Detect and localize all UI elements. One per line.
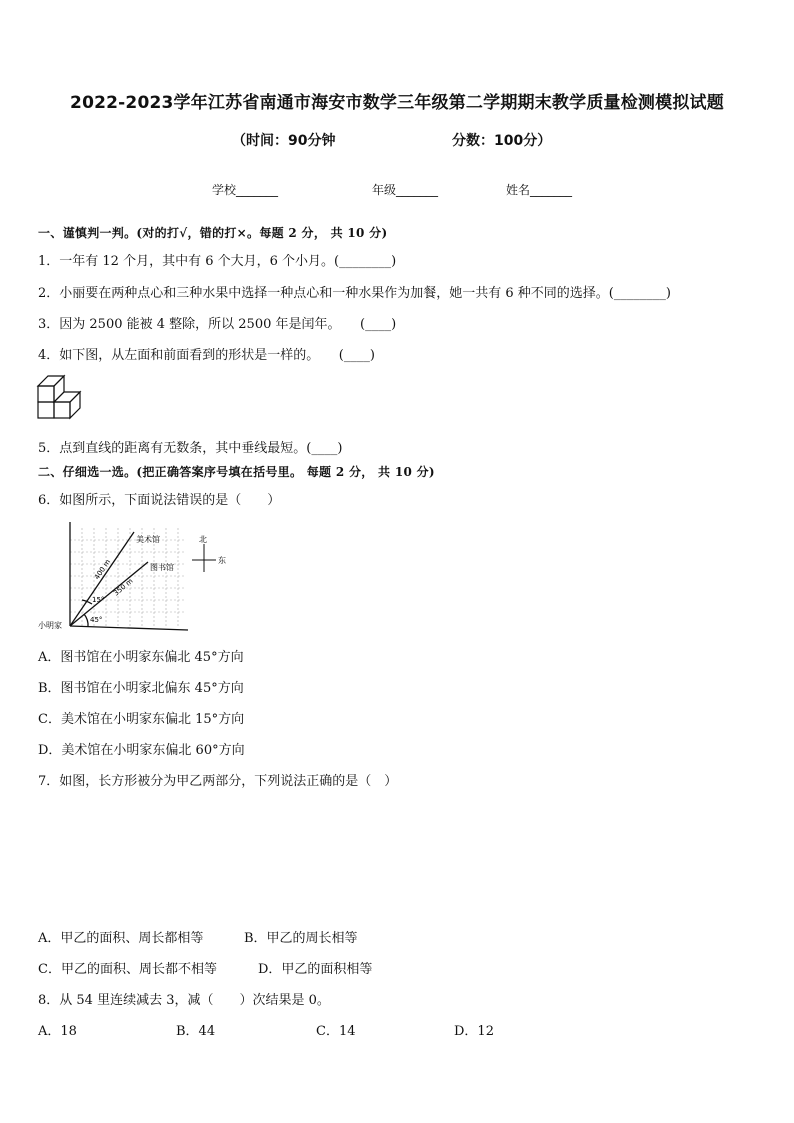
question-1: 1．一年有 12 个月，其中有 6 个大月，6 个小月。(________) bbox=[38, 254, 397, 269]
art-museum-label: 美术馆 bbox=[136, 535, 160, 544]
home-label: 小明家 bbox=[38, 621, 62, 630]
q7-option-c[interactable]: C．甲乙的面积、周长都不相等 bbox=[38, 962, 217, 977]
question-2: 2．小丽要在两种点心和三种水果中选择一种点心和一种水果作为加餐，她一共有 6 种不同的选择。(________) bbox=[38, 286, 671, 301]
q7-option-a[interactable]: A．甲乙的面积、周长都相等 bbox=[38, 931, 204, 946]
library-distance-label: 350 m bbox=[112, 577, 135, 598]
east-label: 东 bbox=[218, 556, 226, 565]
section1-heading: 一、谨慎判一判。(对的打√，错的打×。每题 2 分， 共 10 分) bbox=[38, 226, 388, 240]
north-label: 北 bbox=[199, 535, 207, 544]
q8-option-d[interactable]: D．12 bbox=[454, 1024, 494, 1039]
q8-option-c[interactable]: C．14 bbox=[316, 1024, 356, 1039]
question-4: 4．如下图，从左面和前面看到的形状是一样的。 (____) bbox=[38, 348, 375, 363]
school-field: 学校_______ bbox=[212, 183, 279, 197]
direction-grid-figure bbox=[36, 516, 246, 640]
art-distance-label: 400 m bbox=[93, 558, 113, 582]
q6-option-a[interactable]: A．图书馆在小明家东偏北 45°方向 bbox=[38, 650, 244, 665]
q8-option-b[interactable]: B．44 bbox=[176, 1024, 216, 1039]
q7-option-b[interactable]: B．甲乙的周长相等 bbox=[244, 931, 358, 946]
total-score: 分数：100分） bbox=[452, 133, 552, 149]
section2-heading: 二、仔细选一选。(把正确答案序号填在括号里。 每题 2 分， 共 10 分) bbox=[38, 465, 435, 479]
grade-field: 年级_______ bbox=[372, 183, 439, 197]
time-limit: （时间：90分钟 bbox=[232, 133, 336, 149]
question-6: 6．如图所示，下面说法错误的是（ ） bbox=[38, 493, 281, 508]
question-3: 3．因为 2500 能被 4 整除，所以 2500 年是闰年。 (____) bbox=[38, 317, 397, 332]
q7-option-d[interactable]: D．甲乙的面积相等 bbox=[258, 962, 373, 977]
page-title: 2022-2023学年江苏省南通市海安市数学三年级第二学期期末教学质量检测模拟试题 bbox=[70, 93, 724, 113]
q8-option-a[interactable]: A．18 bbox=[38, 1024, 77, 1039]
question-5: 5．点到直线的距离有无数条，其中垂线最短。(____) bbox=[38, 441, 343, 456]
name-field: 姓名_______ bbox=[506, 183, 573, 197]
q6-option-b[interactable]: B．图书馆在小明家北偏东 45°方向 bbox=[38, 681, 244, 696]
q6-option-c[interactable]: C．美术馆在小明家东偏北 15°方向 bbox=[38, 712, 245, 727]
question-8: 8．从 54 里连续减去 3，减（ ）次结果是 0。 bbox=[38, 993, 330, 1008]
q6-option-d[interactable]: D．美术馆在小明家东偏北 60°方向 bbox=[38, 743, 245, 758]
angle-15-label: 15° bbox=[92, 596, 105, 604]
question-7: 7．如图，长方形被分为甲乙两部分，下列说法正确的是（ ） bbox=[38, 774, 398, 789]
library-label: 图书馆 bbox=[150, 563, 174, 572]
angle-45-label: 45° bbox=[90, 616, 103, 624]
cube-stack-figure bbox=[36, 372, 90, 424]
